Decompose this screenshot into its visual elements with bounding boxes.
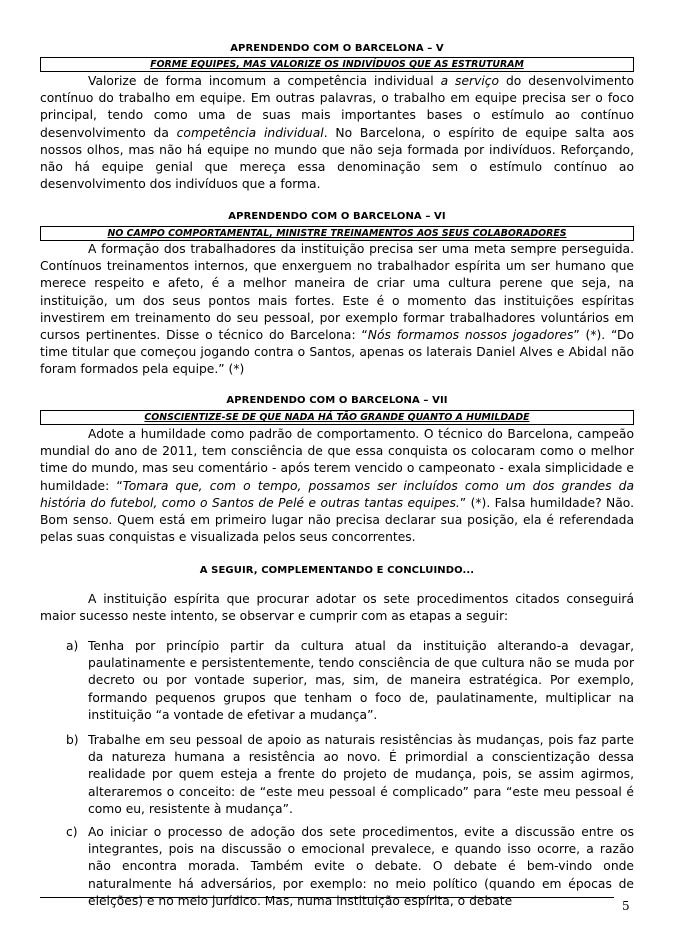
text-run: Adote a humildade como padrão de comportamento. O técnico do Barcelona, campeão mundial do ano de 2011, tem consciência de que essa conquista os colocaram como o melhor time do mundo, mas seu comentário - após terem vencido o campeonato - exala simplicidade e humildade: “ [40, 427, 634, 493]
section-box-title-v: FORME EQUIPES, MAS VALORIZE OS INDIVÍDUOS QUE AS ESTRUTURAM [40, 57, 634, 72]
section-box-title-vii: CONSCIENTIZE-SE DE QUE NADA HÁ TÃO GRANDE QUANTO A HUMILDADE [40, 410, 634, 425]
section-heading-v: APRENDENDO COM O BARCELONA – V [230, 43, 444, 54]
italic-text-run: Tomara que, com o tempo, possamos ser incluídos como um dos grandes da história do futebol, como o Santos de Pelé e outras tantas equipes. [40, 478, 634, 510]
section-paragraph-vii [40, 426, 634, 546]
section-heading-vii: APRENDENDO COM O BARCELONA – VII [226, 395, 448, 406]
list-item-b [66, 732, 634, 818]
text-run: ” (*). Falsa humildade? Não. Bom senso. Quem está em primeiro lugar não precisa declarar sua posição, ela é referendada pelas suas conquistas e visualizada pelos seus concorrentes. [40, 495, 634, 545]
text-run: Valorize de forma incomum a competência individual [88, 74, 441, 88]
text-run: A formação dos trabalhadores da instituição precisa ser uma meta sempre perseguida. Contínuos treinamentos internos, que enxerguem no trabalhador espírita um ser humano que merece respeito e afeto, é a melhor maneira de criar uma cultura perene que seja, na instituição, um dos seus pontos mais fortes. Este é o momento das instituições espíritas investirem em treinamento do seu pessoal, por exemplo formar trabalhadores voluntários em cursos pertinentes. Disse o técnico do Barcelona: “ [40, 242, 634, 343]
list-marker: c) [66, 825, 78, 839]
italic-text-run: a serviço [440, 74, 500, 88]
list-item-text: Trabalhe em seu pessoal de apoio as naturais resistências às mudanças, pois faz parte da natureza humana a resistência ao novo. É primordial a conscientização dessa realidade por quem esteja a frente do projeto de mudança, pois, se assim agirmos, alteraremos o conceito: de “este meu pessoal é complicado” para “este meu pessoal é como eu, resistente à mudança”. [88, 733, 634, 816]
section-box-title-vi: NO CAMPO COMPORTAMENTAL, MINISTRE TREINAMENTOS AOS SEUS COLABORADORES [40, 226, 634, 241]
text-run: do desenvolvimento contínuo do trabalho em equipe. Em outras palavras, o trabalho em equipe precisa ser o foco principal, tendo como uma de suas mais importantes bases o estímulo ao contínuo desenvolvimento da [40, 74, 634, 140]
list-item-a [66, 638, 634, 724]
section-heading-vi: APRENDENDO COM O BARCELONA – VI [228, 211, 446, 222]
list-item-text: Tenha por princípio partir da cultura atual da instituição alterando-a devagar, paulatinamente e persistentemente, tendo consciência de que cultura não se muda por decreto ou por vontade superior, mas, sim, de maneira estratégica. Por exemplo, formando pequenos grupos que tenham o foco de, paulatinamente, multiplicar na instituição “a vontade de efetivar a mudança”. [88, 639, 634, 722]
list-item-text: Ao iniciar o processo de adoção dos sete procedimentos, evite a discussão entre os integrantes, pois na discussão o emocional prevalece, e quando isso ocorre, a razão não encontra morada. Também evite o debate. O debate é bem-vindo onde naturalmente há adversários, por exemplo: no meio político (quando em épocas de eleições) e no meio jurídico. Mas, numa instituição espírita, o debate [88, 825, 634, 908]
italic-text-run: competência individual [176, 125, 324, 140]
section-paragraph-vi [40, 241, 634, 379]
section-paragraph-v [40, 73, 634, 193]
footer-rule [40, 897, 614, 898]
conclusion-heading: A SEGUIR, COMPLEMENTANDO E CONCLUINDO... [199, 565, 475, 576]
list-marker: b) [66, 733, 79, 747]
text-run: ” (*). “Do time titular que começou jogando contra o Santos, apenas os laterais Daniel Alves e Abidal não foram formados pela equipe.” (*) [40, 328, 635, 377]
list-marker: a) [66, 639, 79, 653]
italic-text-run: Nós formamos nossos jogadores [367, 328, 574, 343]
conclusion-intro-text: A instituição espírita que procurar adotar os sete procedimentos citados conseguirá maior sucesso neste intento, se observar e cumprir com as etapas a seguir: [40, 592, 634, 624]
conclusion-intro [40, 591, 634, 625]
page-number: 5 [622, 899, 630, 913]
text-run: . No Barcelona, o espírito de equipe salta aos nossos olhos, mas não há equipe no mundo que não seja formada por indivíduos. Reforçando, não há equipe genial que mereça essa denominação sem o estímulo contínuo ao desenvolvimento dos indivíduos que a forma. [40, 125, 635, 192]
